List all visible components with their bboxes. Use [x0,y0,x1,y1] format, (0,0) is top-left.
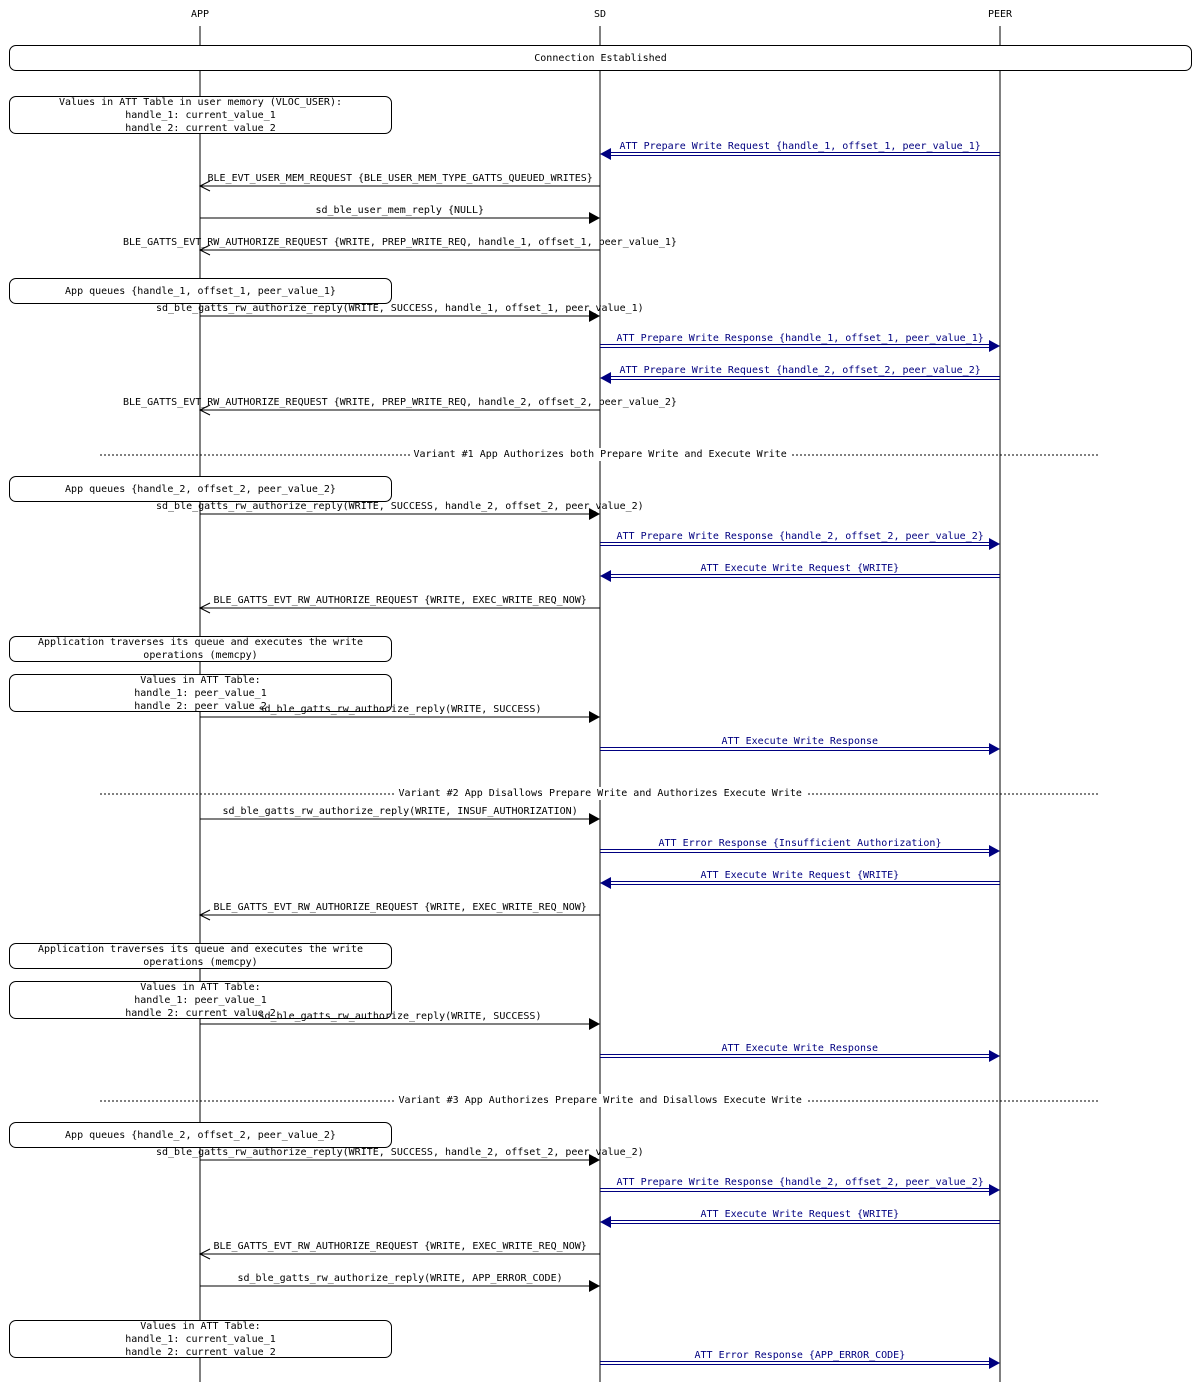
participant-peer: PEER [987,9,1013,20]
note-line: handle_2: current_value_2 [125,122,276,134]
note-box [9,1320,392,1358]
banner-text: Connection Established [534,52,667,64]
message-label: ATT Execute Write Response [721,1043,879,1054]
note-box [9,278,392,304]
note-line: handle_1: current_value_1 [125,1333,276,1345]
message-label: ATT Error Response {APP_ERROR_CODE} [694,1350,906,1361]
message-label: sd_ble_user_mem_reply {NULL} [315,205,485,216]
message-label: BLE_GATTS_EVT_RW_AUTHORIZE_REQUEST {WRITE, PREP_WRITE_REQ, handle_1, offset_1, peer_value_1} [123,237,677,248]
message-label: sd_ble_gatts_rw_authorize_reply(WRITE, APP_ERROR_CODE) [237,1273,563,1284]
note-line: App queues {handle_2, offset_2, peer_value_2} [65,1129,336,1141]
variant-separator-label: Variant #1 App Authorizes both Prepare Write and Execute Write [410,448,791,461]
note-line: App queues {handle_1, offset_1, peer_value_1} [65,285,336,297]
message-label: ATT Prepare Write Request {handle_1, offset_1, peer_value_1} [619,141,981,152]
participant-sd: SD [593,9,607,20]
connection-established-banner [9,45,1192,71]
message-label: ATT Execute Write Request {WRITE} [700,1209,900,1220]
note-line: Values in ATT Table: [140,674,261,686]
message-label: ATT Prepare Write Response {handle_2, offset_2, peer_value_2} [616,531,984,542]
note-line: Application traverses its queue and executes the write [37,637,364,648]
message-label: sd_ble_gatts_rw_authorize_reply(WRITE, SUCCESS) [258,704,542,715]
message-label: sd_ble_gatts_rw_authorize_reply(WRITE, SUCCESS, handle_2, offset_2, peer_value_2) [156,501,644,512]
message-label: sd_ble_gatts_rw_authorize_reply(WRITE, SUCCESS, handle_2, offset_2, peer_value_2) [156,1147,644,1158]
note-line: Values in ATT Table: [140,981,261,993]
message-label: sd_ble_gatts_rw_authorize_reply(WRITE, INSUF_AUTHORIZATION) [222,806,578,817]
note-line: handle_2: peer_value_2 [134,700,267,712]
note-line: operations (memcpy) [143,650,258,661]
message-label: BLE_GATTS_EVT_RW_AUTHORIZE_REQUEST {WRITE, EXEC_WRITE_REQ_NOW} [213,1241,587,1252]
note-line: handle_2: current_value_2 [125,1007,276,1019]
message-label: ATT Execute Write Request {WRITE} [700,563,900,574]
note-box [9,943,392,969]
note-line: operations (memcpy) [143,957,258,968]
message-label: ATT Prepare Write Request {handle_2, offset_2, peer_value_2} [619,365,981,376]
note-box [9,636,392,662]
note-box [9,96,392,134]
note-line: handle_1: peer_value_1 [134,994,267,1006]
note-line: Values in ATT Table: [140,1320,261,1332]
note-line: Values in ATT Table in user memory (VLOC_USER): [59,96,342,108]
note-line: handle_1: current_value_1 [125,109,276,121]
message-label: sd_ble_gatts_rw_authorize_reply(WRITE, SUCCESS) [258,1011,542,1022]
note-line: Application traverses its queue and executes the write [37,944,364,955]
message-label: ATT Error Response {Insufficient Authorization} [658,838,942,849]
note-box [9,476,392,502]
note-line: App queues {handle_2, offset_2, peer_value_2} [65,483,336,495]
note-box [9,1122,392,1148]
variant-separator-label: Variant #3 App Authorizes Prepare Write and Disallows Execute Write [395,1094,806,1107]
message-label: ATT Prepare Write Response {handle_2, offset_2, peer_value_2} [616,1177,984,1188]
message-label: BLE_GATTS_EVT_RW_AUTHORIZE_REQUEST {WRITE, EXEC_WRITE_REQ_NOW} [213,902,587,913]
message-label: ATT Prepare Write Response {handle_1, offset_1, peer_value_1} [616,333,984,344]
note-line: handle_1: peer_value_1 [134,687,267,699]
message-label: BLE_GATTS_EVT_RW_AUTHORIZE_REQUEST {WRITE, PREP_WRITE_REQ, handle_2, offset_2, peer_value_2} [123,397,677,408]
participant-app: APP [190,9,210,20]
message-label: ATT Execute Write Request {WRITE} [700,870,900,881]
message-label: BLE_GATTS_EVT_RW_AUTHORIZE_REQUEST {WRITE, EXEC_WRITE_REQ_NOW} [213,595,587,606]
message-label: ATT Execute Write Response [721,736,879,747]
note-line: handle_2: current_value_2 [125,1346,276,1358]
message-label: BLE_EVT_USER_MEM_REQUEST {BLE_USER_MEM_TYPE_GATTS_QUEUED_WRITES} [207,173,593,184]
variant-separator-label: Variant #2 App Disallows Prepare Write and Authorizes Execute Write [395,787,806,800]
message-label: sd_ble_gatts_rw_authorize_reply(WRITE, SUCCESS, handle_1, offset_1, peer_value_1) [156,303,644,314]
